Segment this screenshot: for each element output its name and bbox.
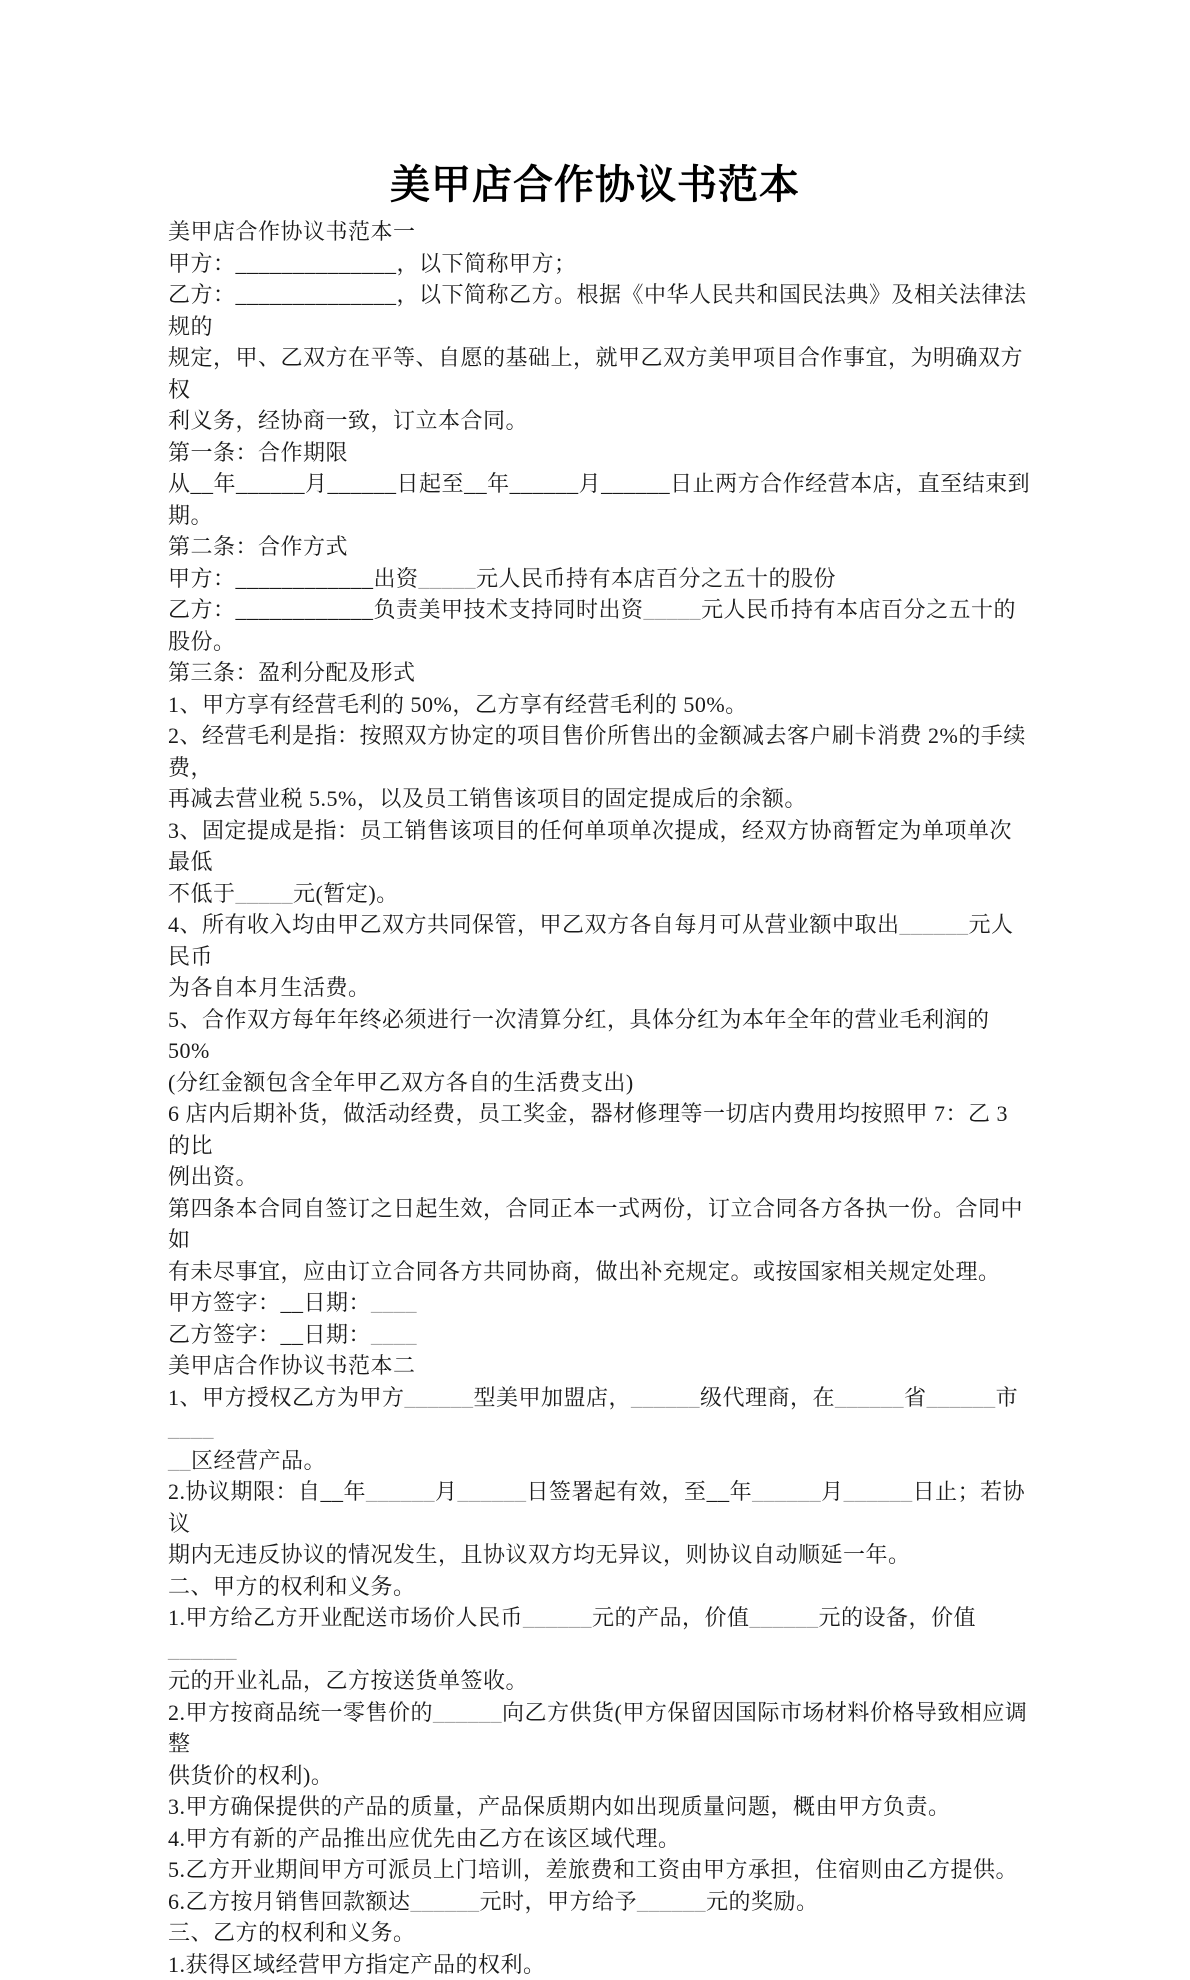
text-run: ，以下简称乙方。根据《中华人民共和国民法典》及相关法律法规的 bbox=[168, 282, 1027, 339]
paragraph-line bbox=[168, 468, 1032, 531]
text-run: 6.乙方按月销售回款额达 bbox=[168, 1889, 411, 1914]
paragraph-line bbox=[168, 342, 1032, 405]
text-run: 1.甲方给乙方开业配送市场价人民币 bbox=[168, 1605, 523, 1630]
text-run: 元人民币 bbox=[168, 912, 1014, 969]
text-run: 元人民币持有本店百分之五十的股份 bbox=[476, 566, 836, 591]
text-run: 甲方： bbox=[168, 251, 236, 276]
text-run: 日期： bbox=[304, 1322, 372, 1347]
paragraph-line bbox=[168, 1350, 1032, 1382]
blank-field: ______ bbox=[844, 1479, 913, 1504]
paragraph-line bbox=[168, 1193, 1032, 1256]
text-run: 市 bbox=[996, 1385, 1019, 1410]
blank-field: ______ bbox=[405, 1385, 474, 1410]
blank-field: ______ bbox=[433, 1700, 502, 1725]
text-run: 级代理商，在 bbox=[700, 1385, 835, 1410]
text-run: 日签署起有效，至 bbox=[527, 1479, 707, 1504]
blank-field: ____ bbox=[371, 1290, 417, 1315]
blank-field: ____ bbox=[371, 1322, 417, 1347]
text-run: 5、合作双方每年年终必须进行一次清算分红，具体分红为本年全年的营业毛利润的 50% bbox=[168, 1007, 996, 1064]
text-run: 2.协议期限：自 bbox=[168, 1479, 321, 1504]
paragraph-line bbox=[168, 972, 1032, 1004]
text-run: 月 bbox=[579, 471, 602, 496]
text-run: 负责美甲技术支持同时出资 bbox=[374, 597, 644, 622]
text-run: 从 bbox=[168, 471, 191, 496]
blank-field: ______ bbox=[458, 1479, 527, 1504]
paragraph-line bbox=[168, 1602, 1032, 1665]
text-run: 第二条：合作方式 bbox=[168, 534, 348, 559]
text-run: 出资 bbox=[374, 566, 419, 591]
text-run: ______ bbox=[328, 471, 397, 496]
text-run: 元(暂定)。 bbox=[293, 881, 399, 906]
text-run: 1、甲方授权乙方为甲方 bbox=[168, 1385, 405, 1410]
paragraph-line bbox=[168, 1319, 1032, 1351]
text-run: 再减去营业税 5.5%，以及员工销售该项目的固定提成后的余额。 bbox=[168, 786, 807, 811]
text-run: 第三条：盈利分配及形式 bbox=[168, 660, 416, 685]
blank-field: ______ bbox=[927, 1385, 996, 1410]
text-run: 省 bbox=[904, 1385, 927, 1410]
paragraph-line bbox=[168, 279, 1032, 342]
paragraph-line bbox=[168, 437, 1032, 469]
paragraph-line bbox=[168, 248, 1032, 280]
paragraph-line bbox=[168, 1067, 1032, 1099]
text-run: 规定，甲、乙双方在平等、自愿的基础上，就甲乙双方美甲项目合作事宜，为明确双方权 bbox=[168, 345, 1023, 402]
text-run: 甲方签字： bbox=[168, 1290, 281, 1315]
document-body bbox=[168, 216, 1032, 1980]
text-run: ，以下简称甲方； bbox=[397, 251, 577, 276]
paragraph-line bbox=[168, 531, 1032, 563]
blank-field: ______ bbox=[366, 1479, 435, 1504]
text-run: 二、甲方的权利和义务。 bbox=[168, 1574, 416, 1599]
text-run: 元人民币持有本店百分之五十的股份。 bbox=[168, 597, 1016, 654]
text-run: 第一条：合作期限 bbox=[168, 440, 348, 465]
text-run: 年 bbox=[214, 471, 237, 496]
paragraph-line bbox=[168, 594, 1032, 657]
paragraph-line bbox=[168, 1476, 1032, 1539]
text-run: __ bbox=[191, 471, 214, 496]
text-run: ______ bbox=[236, 471, 305, 496]
paragraph-line bbox=[168, 405, 1032, 437]
text-run: __ bbox=[281, 1290, 304, 1315]
text-run: 美甲店合作协议书范本二 bbox=[168, 1353, 416, 1378]
text-run: ____________ bbox=[236, 597, 374, 622]
paragraph-line bbox=[168, 1287, 1032, 1319]
text-run: 3、固定提成是指：员工销售该项目的任何单项单次提成，经双方协商暂定为单项单次最低 bbox=[168, 818, 1012, 875]
text-run: 不低于 bbox=[168, 881, 236, 906]
blank-field: ______ bbox=[523, 1605, 592, 1630]
paragraph-line bbox=[168, 783, 1032, 815]
text-run: 日期： bbox=[304, 1290, 372, 1315]
text-run: 利义务，经协商一致，订立本合同。 bbox=[168, 408, 528, 433]
blank-field: __ bbox=[168, 1448, 191, 1473]
text-run: 三、乙方的权利和义务。 bbox=[168, 1920, 416, 1945]
text-run: 6 店内后期补货，做活动经费，员工奖金，器材修理等一切店内费用均按照甲 7：乙 3 的比 bbox=[168, 1101, 1014, 1158]
blank-field: _____ bbox=[236, 881, 294, 906]
text-run: (分红金额包含全年甲乙双方各自的生活费支出) bbox=[168, 1070, 634, 1095]
paragraph-line bbox=[168, 657, 1032, 689]
paragraph-line bbox=[168, 720, 1032, 783]
paragraph-line bbox=[168, 909, 1032, 972]
text-run: ______ bbox=[601, 471, 670, 496]
text-run: 向乙方供货(甲方保留因国际市场材料价格导致相应调整 bbox=[168, 1700, 1027, 1757]
text-run: 为各自本月生活费。 bbox=[168, 975, 371, 1000]
text-run: 甲方： bbox=[168, 566, 236, 591]
text-run: ____________ bbox=[236, 566, 374, 591]
paragraph-line bbox=[168, 1823, 1032, 1855]
blank-field: ______ bbox=[637, 1889, 706, 1914]
text-run: 日止两方合作经营本店，直至结束到期。 bbox=[168, 471, 1030, 528]
text-run: 乙方： bbox=[168, 282, 236, 307]
blank-field: _____ bbox=[419, 566, 477, 591]
paragraph-line bbox=[168, 1445, 1032, 1477]
paragraph-line bbox=[168, 1854, 1032, 1886]
text-run: 供货价的权利)。 bbox=[168, 1763, 333, 1788]
text-run: 元的产品，价值 bbox=[592, 1605, 750, 1630]
text-run: 4、所有收入均由甲乙双方共同保管，甲乙双方各自每月可从营业额中取出 bbox=[168, 912, 900, 937]
blank-field: ______ bbox=[750, 1605, 819, 1630]
text-run: 例出资。 bbox=[168, 1164, 258, 1189]
blank-field: ____ bbox=[168, 1416, 214, 1441]
text-run: 月 bbox=[821, 1479, 844, 1504]
text-run: 区经营产品。 bbox=[191, 1448, 326, 1473]
text-run: 乙方： bbox=[168, 597, 236, 622]
paragraph-line bbox=[168, 1539, 1032, 1571]
paragraph-line bbox=[168, 1161, 1032, 1193]
paragraph-line bbox=[168, 689, 1032, 721]
text-run: 元的开业礼品，乙方按送货单签收。 bbox=[168, 1668, 528, 1693]
paragraph-line bbox=[168, 216, 1032, 248]
blank-field: ______ bbox=[900, 912, 969, 937]
text-run: ______________ bbox=[236, 282, 397, 307]
text-run: ______ bbox=[510, 471, 579, 496]
text-run: ______________ bbox=[236, 251, 397, 276]
paragraph-line bbox=[168, 1886, 1032, 1918]
blank-field: _____ bbox=[644, 597, 702, 622]
text-run: 日起至 bbox=[397, 471, 465, 496]
text-run: 2.甲方按商品统一零售价的 bbox=[168, 1700, 433, 1725]
text-run: 第四条本合同自签订之日起生效，合同正本一式两份，订立合同各方各执一份。合同中如 bbox=[168, 1196, 1023, 1253]
text-run: 1、甲方享有经营毛利的 50%，乙方享有经营毛利的 50%。 bbox=[168, 692, 748, 717]
paragraph-line bbox=[168, 1791, 1032, 1823]
text-run: 年 bbox=[730, 1479, 753, 1504]
text-run: 4.甲方有新的产品推出应优先由乙方在该区域代理。 bbox=[168, 1826, 681, 1851]
text-run: 元时，甲方给予 bbox=[480, 1889, 638, 1914]
paragraph-line bbox=[168, 1917, 1032, 1949]
paragraph-line bbox=[168, 1949, 1032, 1980]
blank-field: ______ bbox=[752, 1479, 821, 1504]
text-run: 元的设备，价值 bbox=[819, 1605, 977, 1630]
text-run: 月 bbox=[435, 1479, 458, 1504]
text-run: 日止；若协议 bbox=[168, 1479, 1025, 1536]
paragraph-line bbox=[168, 1760, 1032, 1792]
text-run: 美甲店合作协议书范本一 bbox=[168, 219, 416, 244]
text-run: 月 bbox=[305, 471, 328, 496]
text-run: 有未尽事宜，应由订立合同各方共同协商，做出补充规定。或按国家相关规定处理。 bbox=[168, 1259, 1001, 1284]
text-run: 2、经营毛利是指：按照双方协定的项目售价所售出的金额减去客户刷卡消费 2%的手续费， bbox=[168, 723, 1026, 780]
text-run: 型美甲加盟店， bbox=[474, 1385, 632, 1410]
text-run: 乙方签字： bbox=[168, 1322, 281, 1347]
text-run: __ bbox=[464, 471, 487, 496]
text-run: 1.获得区域经营甲方指定产品的权利。 bbox=[168, 1952, 546, 1977]
text-run: 3.甲方确保提供的产品的质量，产品保质期内如出现质量问题，概由甲方负责。 bbox=[168, 1794, 951, 1819]
paragraph-line bbox=[168, 1697, 1032, 1760]
text-run: __ bbox=[281, 1322, 304, 1347]
paragraph-line bbox=[168, 878, 1032, 910]
text-run: 年 bbox=[487, 471, 510, 496]
text-run: __ bbox=[321, 1479, 344, 1504]
blank-field: ______ bbox=[168, 1637, 237, 1662]
text-run: 期内无违反协议的情况发生，且协议双方均无异议，则协议自动顺延一年。 bbox=[168, 1542, 911, 1567]
paragraph-line bbox=[168, 563, 1032, 595]
paragraph-line bbox=[168, 815, 1032, 878]
text-run: 元的奖励。 bbox=[706, 1889, 819, 1914]
document-title: 美甲店合作协议书范本 bbox=[0, 161, 1190, 209]
text-run: 年 bbox=[344, 1479, 367, 1504]
text-run: __ bbox=[707, 1479, 730, 1504]
paragraph-line bbox=[168, 1098, 1032, 1161]
text-run: 5.乙方开业期间甲方可派员上门培训，差旅费和工资由甲方承担，住宿则由乙方提供。 bbox=[168, 1857, 1018, 1882]
blank-field: ______ bbox=[411, 1889, 480, 1914]
paragraph-line bbox=[168, 1571, 1032, 1603]
paragraph-line bbox=[168, 1382, 1032, 1445]
blank-field: ______ bbox=[835, 1385, 904, 1410]
paragraph-line bbox=[168, 1256, 1032, 1288]
paragraph-line bbox=[168, 1665, 1032, 1697]
blank-field: ______ bbox=[631, 1385, 700, 1410]
paragraph-line bbox=[168, 1004, 1032, 1067]
